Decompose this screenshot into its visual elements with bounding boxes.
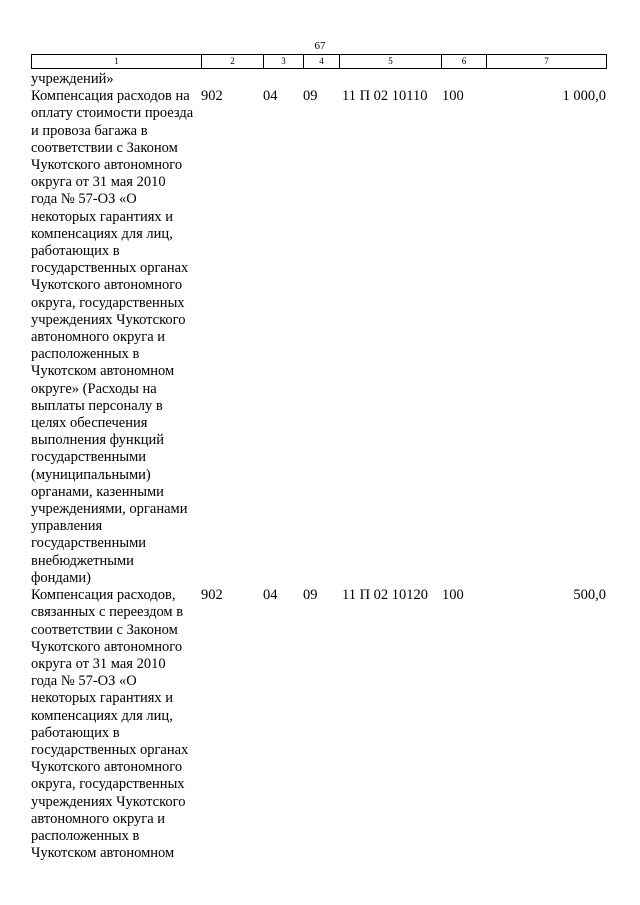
page-number: 67 <box>314 40 326 52</box>
continuation-text: учреждений» <box>31 71 114 87</box>
row-amount: 500,0 <box>573 587 606 604</box>
row-amount: 1 000,0 <box>562 88 606 105</box>
row-section-code: 04 <box>263 88 278 105</box>
column-header-3: 3 <box>264 55 304 69</box>
column-header-5: 5 <box>340 55 442 69</box>
row-subsection-code: 09 <box>303 88 318 105</box>
table-body <box>31 71 606 862</box>
column-header-table <box>31 54 607 69</box>
table-row <box>31 88 606 587</box>
row-ministry-code: 902 <box>201 587 223 604</box>
row-ministry-code: 902 <box>201 88 223 105</box>
column-header-4: 4 <box>304 55 340 69</box>
column-header-1: 1 <box>32 55 202 69</box>
row-expense-type: 100 <box>442 587 464 604</box>
row-description: Компенсация расходов на оплату стоимости проезда и провоза багажа в соответствии с Законом Чукотского автономного округа от 31 мая 2010 года № 57-ОЗ «О некоторых гарантиях и компенсациях для лиц, работающих в государственных органах Чукотского автономного округа, государственных учреждениях Чукотского автономного округа и расположенных в Чукотском автономном округе» (Расходы на выплаты персоналу в целях обеспечения выполнения функций государственными (муниципальными) органами, казенными учреждениями, органами управления государственными внебюджетными фондами) <box>31 88 194 586</box>
row-section-code: 04 <box>263 587 278 604</box>
row-subsection-code: 09 <box>303 587 318 604</box>
row-expense-type: 100 <box>442 88 464 105</box>
row-target-article: 11 П 02 10110 <box>342 88 428 105</box>
column-header-2: 2 <box>202 55 264 69</box>
column-header-row <box>32 55 607 69</box>
column-header-7: 7 <box>487 55 607 69</box>
table-row <box>31 587 606 862</box>
row-target-article: 11 П 02 10120 <box>342 587 429 604</box>
column-header-6: 6 <box>442 55 487 69</box>
row-description: Компенсация расходов, связанных с переездом в соответствии с Законом Чукотского автономного округа от 31 мая 2010 года № 57-ОЗ «О некоторых гарантиях и компенсациях для лиц, работающих в государственных органах Чукотского автономного округа, государственных учреждениях Чукотского автономного округа и расположенных в Чукотском автономном <box>31 587 189 862</box>
